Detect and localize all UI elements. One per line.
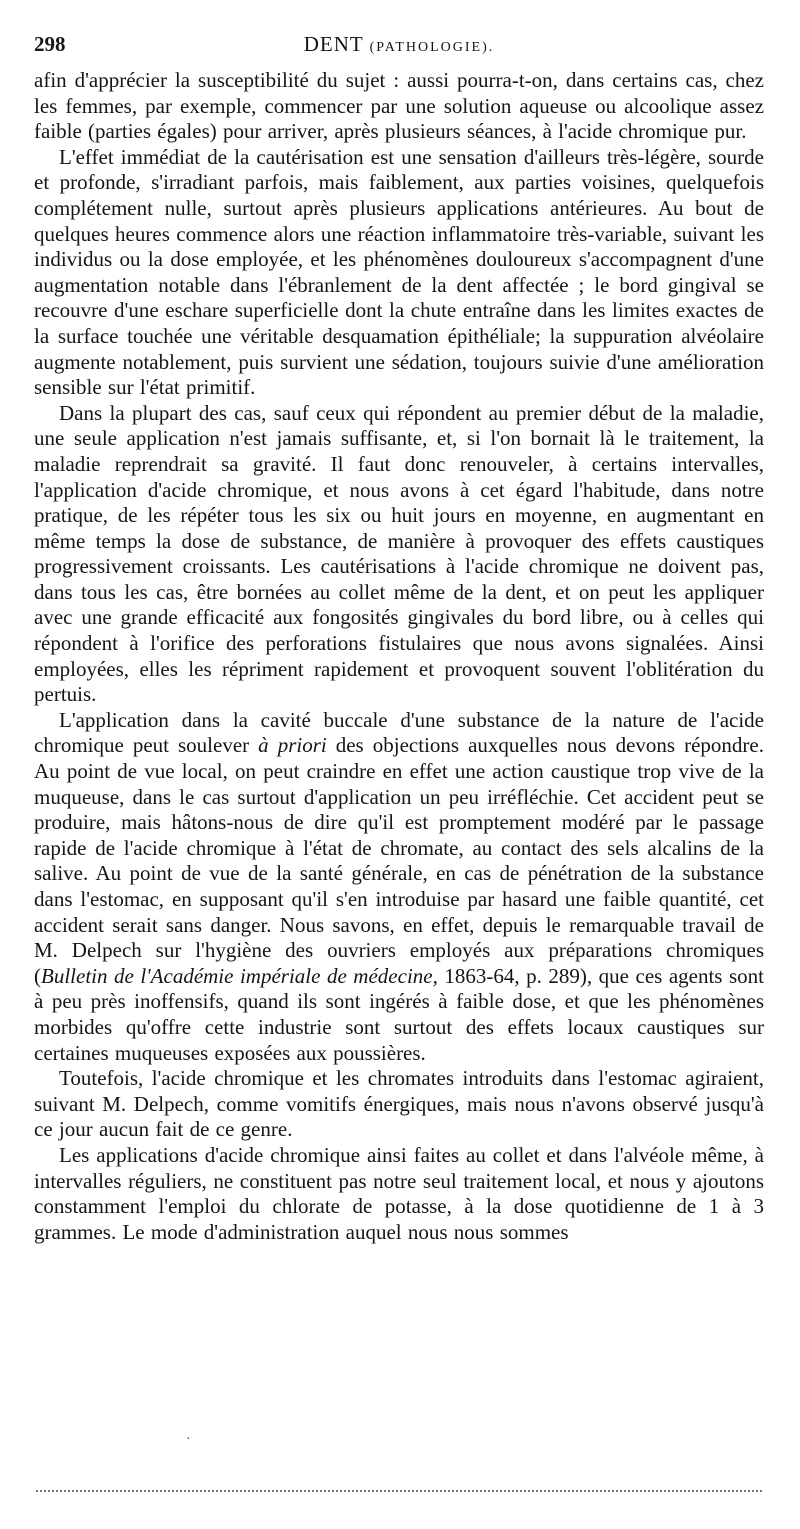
running-title-subtitle: (PATHOLOGIE). [369, 40, 495, 55]
page-header [34, 32, 764, 58]
body-text [34, 68, 764, 1245]
stray-mark: · [186, 1432, 191, 1447]
text-run: Dans la plupart des cas, sauf ceux qui répondent au premier début de la maladie, une seule application n'est jamais suffisante, et, si l'on bornait là le traitement, la maladie reprendrait sa gravité. Il faut donc renouveler, à certains intervalles, l'application d'acide chromique, et nous avons à cet égard l'habitude, dans notre pratique, de les répéter tous les six ou huit jours en moyenne, en augmentant en même temps la dose de substance, de manière à provoquer des effets caustiques progressivement croissants. Les cautérisations à l'acide chromique ne doivent pas, dans tous les cas, être bornées au collet même de la dent, et on peut les appliquer avec une grande efficacité aux fongosités gingivales du bord libre, ou à celles qui répondent à l'orifice des perforations fistulaires que nous avons signalées. Ainsi employées, elles les répriment rapidement et provoquent souvent l'oblitération du pertuis. [34, 400, 764, 707]
paragraph [34, 1143, 764, 1245]
paragraph [34, 401, 764, 708]
page-number: 298 [34, 32, 66, 56]
paragraph [34, 1066, 764, 1143]
paragraph [34, 68, 764, 145]
italic-text: à priori [258, 733, 327, 758]
text-run: L'application dans la cavité buccale d'une substance de la nature de l'acide chromique peut soulever [34, 707, 764, 758]
text-run: afin d'apprécier la susceptibilité du sujet : aussi pourra-t-on, dans certains cas, chez les femmes, par exemple, commencer par une solution aqueuse ou alcoolique assez faible (parties égales) pour arriver, après plusieurs séances, à l'acide chromique pur. [34, 68, 764, 144]
running-title-main: DENT [303, 32, 364, 56]
italic-text: Bulletin de l'Académie impériale de médecine, [41, 963, 438, 988]
text-run: 1863-64, p. 289), que ces agents sont à peu près inoffensifs, quand ils sont ingérés à faible dose, et que les phénomènes morbides qu'offre cette industrie sont surtout des effets locaux caustiques sur certaines muqueuses exposées aux poussières. [34, 963, 765, 1065]
text-run: des objections auxquelles nous devons répondre. Au point de vue local, on peut craindre en effet une action caustique trop vive de la muqueuse, dans le cas surtout d'application un peu irréfléchie. Cet accident peut se produire, mais hâtons-nous de dire qu'il est promptement modéré par le passage rapide de l'acide chromique à l'état de chromate, au contact des sels alcalins de la salive. Au point de vue de la santé générale, en cas de pénétration de la substance dans l'estomac, en supposant qu'il s'en introduise par hasard une faible quantité, cet accident serait sans danger. Nous savons, en effet, depuis le remarquable travail de M. Delpech sur l'hygiène des ouvriers employés aux préparations chromiques ( [34, 733, 764, 988]
paragraph [34, 708, 764, 1066]
text-run: Toutefois, l'acide chromique et les chromates introduits dans l'estomac agiraient, suivant M. Delpech, comme vomitifs énergiques, mais nous n'avons observé jusqu'à ce jour aucun fait de ce genre. [34, 1066, 764, 1142]
footer-dotted-rule [36, 1490, 762, 1492]
running-title [34, 32, 764, 57]
text-run: Les applications d'acide chromique ainsi faites au collet et dans l'alvéole même, à intervalles réguliers, ne constituent pas notre seul traitement local, et nous y ajoutons constamment l'emploi du chlorate de potasse, à la dose quotidienne de 1 à 3 grammes. Le mode d'administration auquel nous nous sommes [34, 1142, 764, 1244]
text-run: L'effet immédiat de la cautérisation est une sensation d'ailleurs très-légère, sourde et profonde, s'irradiant parfois, mais faiblement, aux parties voisines, quelquefois complétement nulle, surtout après plusieurs applications antérieures. Au bout de quelques heures commence alors une réaction inflammatoire très-variable, suivant les individus ou la dose employée, et les phénomènes douloureux s'accompagnent d'une augmentation notable dans l'ébranlement de la dent affectée ; le bord gingival se recouvre d'une eschare superficielle dont la chute entraîne dans les limites exactes de la surface touchée une véritable desquamation épithéliale; la suppuration alvéolaire augmente notablement, puis survient une sédation, toujours suivie d'une amélioration sensible sur l'état primitif. [34, 144, 764, 400]
paragraph [34, 145, 764, 401]
